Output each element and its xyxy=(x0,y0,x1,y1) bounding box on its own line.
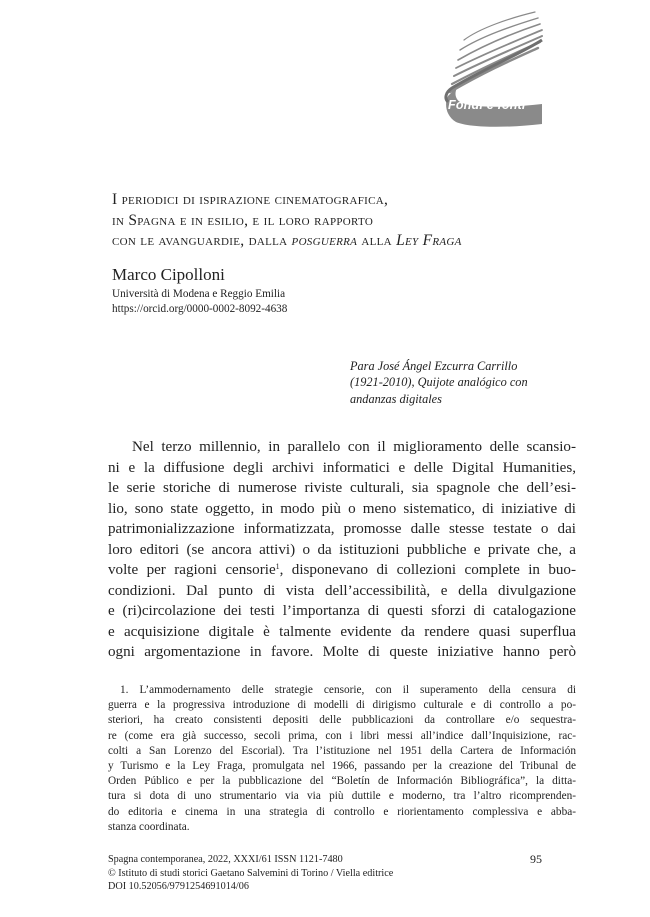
body-paragraph xyxy=(108,437,576,663)
footnote-line: 1. L’ammodernamento delle strategie censorie, con il superamento della censura di xyxy=(120,684,576,696)
page-footer xyxy=(108,853,393,894)
footnote-ref[interactable]: 1 xyxy=(275,562,280,571)
affiliation-text: Università di Modena e Reggio Emilia xyxy=(112,288,286,300)
footnote-line: steriori, ha creato consistenti depositi delle pubblicazioni da controllare e/o sequestra- xyxy=(108,714,576,727)
orcid-link[interactable]: https://orcid.org/0000-0002-8092-4638 xyxy=(112,302,288,315)
author-name: Marco Cipolloni xyxy=(112,265,225,284)
body-line: ni e la diffusione degli archivi informatici e delle Digital Humanities, xyxy=(108,459,576,476)
copyright: © Istituto di studi storici Gaetano Salvemini di Torino / Viella editrice xyxy=(108,867,394,879)
page-number: 95 xyxy=(530,852,542,866)
doi: DOI 10.52056/9791254691014/06 xyxy=(108,881,249,892)
body-line: loro editori (se ancora attivi) o da istituzioni pubbliche e private che, a xyxy=(108,541,576,558)
body-line: lio, sono state oggetto, in modo più o meno sistematico, di iniziative di xyxy=(108,500,576,517)
dedication-line: Para José Ángel Ezcurra Carrillo xyxy=(350,359,518,373)
footnote xyxy=(108,683,576,835)
article-title xyxy=(112,190,582,252)
footnote-line: colti a San Lorenzo del Escorial). Tra l’istituzione nel 1951 della Cartera de Información xyxy=(108,744,576,757)
footnote-line: guerra e la progressiva introduzione di modelli di dirigismo culturale e di controllo a po- xyxy=(108,699,576,712)
footnote-line: re (come era già successo, secoli prima, con i libri messi all’indice dall’Inquisizione, rac- xyxy=(108,729,576,742)
dedication-line: andanzas digitales xyxy=(350,391,442,406)
footnote-line: do editoria e cinema in una strategia di controllo e riorientamento complessiva e abba- xyxy=(108,805,576,818)
footnote-line: Orden Público e per la pubblicazione del “Boletín de Información Bibliográfica”, la ditta- xyxy=(108,775,576,788)
body-line: condizioni. Dal punto di vista dell’accessibilità, e della divulgazione xyxy=(108,582,576,599)
title-line: I periodici di ispirazione cinematografica, xyxy=(112,191,389,208)
body-line: Nel terzo millennio, in parallelo con il miglioramento delle scansio- xyxy=(132,439,576,455)
dedication xyxy=(350,358,578,407)
title-line: con le avanguardie, dalla posguerra alla Ley Fraga xyxy=(112,232,462,250)
journal-info: Spagna contemporanea, 2022, XXXI/61 ISSN 1121-7480 xyxy=(108,854,343,865)
title-line: in Spagna e in esilio, e il loro rapporto xyxy=(112,211,374,229)
body-line: e (ri)circolazione dei testi l’importanza di questi sforzi di catalogazione xyxy=(108,603,576,619)
footnote-line: y Turismo e la Ley Fraga, promulgata nel 1966, passando per la creazione del Tribunal de xyxy=(108,759,576,772)
footnote-line: tura si dota di uno strumentario via via più duttile e moderno, tra l’altro ricomprenden- xyxy=(108,790,576,803)
body-line: volte per ragioni censorie$^1$, disponevano di collezioni complete in buo- xyxy=(108,562,576,578)
author-affiliation xyxy=(112,287,287,316)
body-line: le serie storiche di numerose riviste culturali, sia spagnole che dell’esi- xyxy=(108,480,576,496)
dedication-line: (1921-2010), Quijote analógico con xyxy=(350,375,528,390)
body-line: patrimonializzazione informatizzata, promosse dalle stesse testate o dai xyxy=(108,521,576,537)
footnote-line: stanza coordinata. xyxy=(108,820,190,833)
body-line: e acquisizione digitale è talmente evidente da rendere quasi superflua xyxy=(108,623,576,640)
body-line: ogni argomentazione in favore. Molte di queste iniziative hanno però xyxy=(108,644,576,660)
pen-scribble-icon xyxy=(430,4,550,134)
section-label: Fondi e fonti xyxy=(448,98,526,112)
